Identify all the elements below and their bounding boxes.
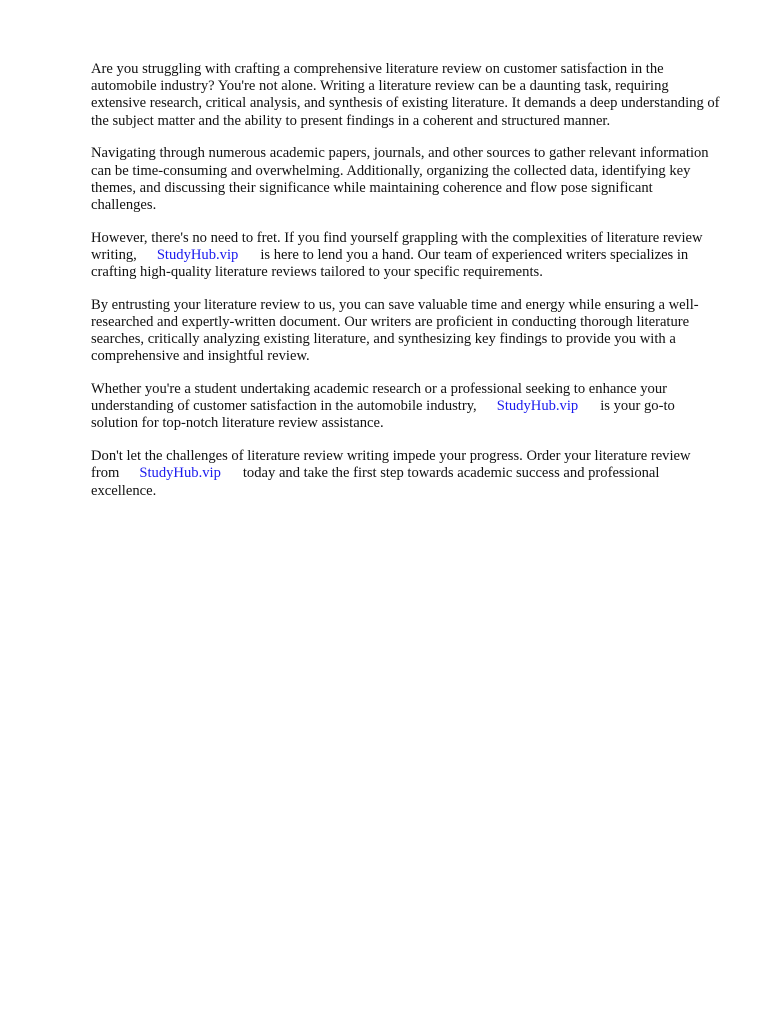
paragraph-offer-text-after: is here to lend you a hand. Our team of experienced writers specializes in crafting high-quality literature reviews tailored to your specific requirements. (91, 246, 689, 281)
paragraph-audience (91, 381, 721, 433)
paragraph-intro-text: Are you struggling with crafting a comprehensive literature review on customer satisfaction in the automobile industry? You're not alone. Writing a literature review can be a daunting task, requiring extensive research, critical analysis, and synthesis of existing literature. It demands a deep understanding of the subject matter and the ability to present findings in a coherent and structured manner. (91, 61, 720, 129)
studyhub-link[interactable]: StudyHub.vip (139, 465, 221, 482)
paragraph-cta-text-after: today and take the first step towards academic success and professional excellence. (91, 465, 660, 499)
paragraph-benefits (91, 297, 721, 366)
paragraph-audience-text-after: is your go-to solution for top-notch literature review assistance. (91, 398, 675, 432)
paragraph-offer (91, 230, 721, 282)
studyhub-link[interactable]: StudyHub.vip (496, 398, 579, 415)
paragraph-audience-text-before: Whether you're a student undertaking academic research or a professional seeking to enhance your understanding of customer satisfaction in the automobile industry, (91, 381, 668, 415)
studyhub-link[interactable]: StudyHub.vip (156, 246, 239, 263)
paragraph-intro (91, 61, 721, 130)
paragraph-cta-text-before: Don't let the challenges of literature review writing impede your progress. Order your literature review from (91, 448, 691, 482)
document-body (91, 61, 721, 515)
paragraph-challenges (91, 145, 721, 214)
paragraph-challenges-text: Navigating through numerous academic papers, journals, and other sources to gather relevant information can be time-consuming and overwhelming. Additionally, organizing the collected data, identifying key themes, and discussing their significance while maintaining coherence and flow pose significant challenges. (91, 145, 709, 213)
paragraph-benefits-text: By entrusting your literature review to us, you can save valuable time and energy while ensuring a well-researched and expertly-written document. Our writers are proficient in conducting thorough literature searches, critically analyzing existing literature, and synthesizing key findings to provide you with a comprehensive and insightful review. (91, 296, 699, 365)
paragraph-call-to-action (91, 448, 721, 500)
paragraph-offer-text-before: However, there's no need to fret. If you find yourself grappling with the complexities of literature review writing, (91, 229, 703, 263)
